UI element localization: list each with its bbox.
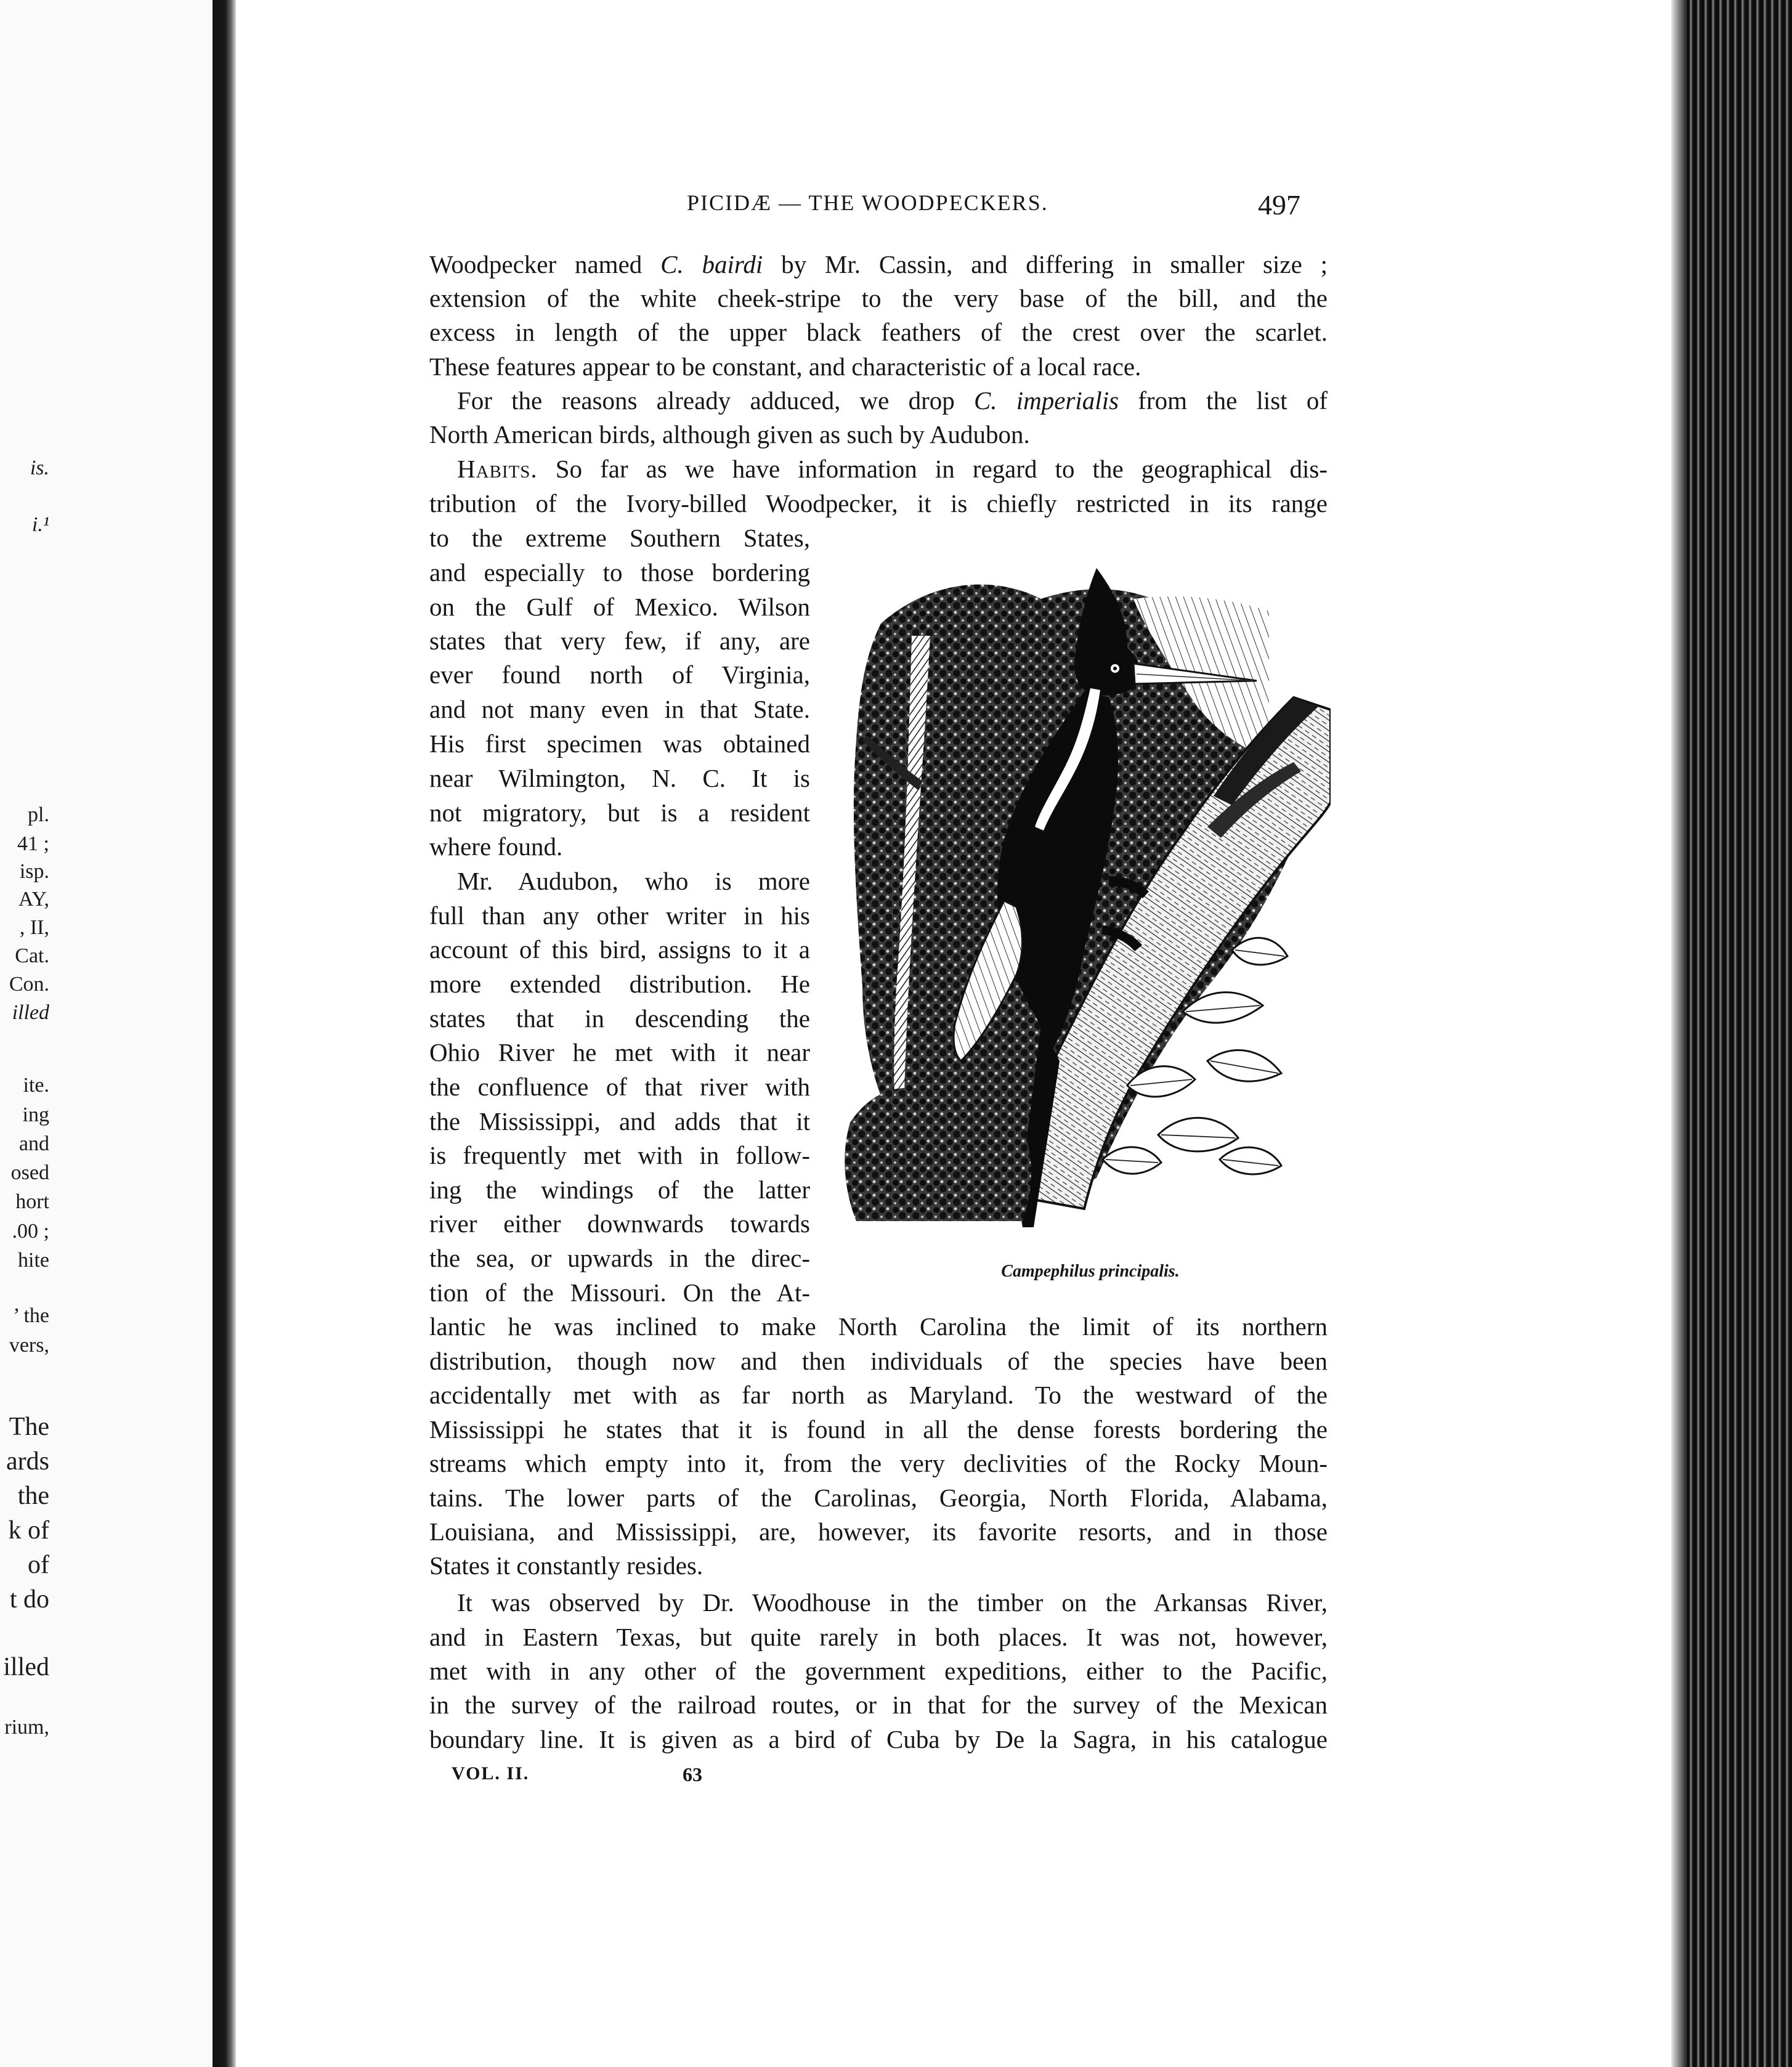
text-line: North American birds, although given as such by Audubon. <box>429 420 1030 449</box>
text-line: and not many even in that State. <box>429 695 810 723</box>
text-line: lantic he was inclined to make North Carolina the limit of its northern <box>429 1312 1328 1341</box>
text-line: full than any other writer in his <box>429 901 810 930</box>
left-page-fragment: and <box>18 1132 49 1155</box>
text-line: river either downwards towards <box>429 1209 810 1238</box>
text-line: It was observed by Dr. Woodhouse in the timber on the Arkansas River, <box>457 1588 1328 1617</box>
text-line: more extended distribution. He <box>429 970 810 998</box>
text-line: met with in any other of the government expeditions, either to the Pacific, <box>429 1657 1328 1685</box>
text-line: accidentally met with as far north as Maryland. To the westward of the <box>429 1381 1328 1409</box>
text-line: near Wilmington, N. C. It is <box>429 764 810 792</box>
species-name: C. bairdi <box>660 250 763 278</box>
text-line: in the survey of the railroad routes, or in that for the survey of the Mexican <box>429 1691 1328 1719</box>
left-page-fragment: rium, <box>4 1716 49 1739</box>
text-line: distribution, though now and then individuals of the species have been <box>429 1347 1328 1375</box>
left-page-fragment: ing <box>22 1103 49 1126</box>
text-line: the sea, or upwards in the direc- <box>429 1244 810 1272</box>
text-line: to the extreme Southern States, <box>429 524 810 552</box>
left-page-fragment: hite <box>18 1249 49 1272</box>
text-line: ing the windings of the latter <box>429 1176 810 1204</box>
left-page-fragment: ards <box>6 1447 49 1476</box>
text-line: the Mississippi, and adds that it <box>429 1107 810 1135</box>
text-line: account of this bird, assigns to it a <box>429 935 810 964</box>
text-line: These features appear to be constant, and characteristic of a local race. <box>429 352 1141 381</box>
left-page-fragment: vers, <box>9 1334 49 1357</box>
left-page-fragment: ’ the <box>13 1304 49 1327</box>
left-page-fragment: isp. <box>19 860 49 883</box>
text-line: Ohio River he met with it near <box>429 1038 810 1066</box>
text-line: the confluence of that river with <box>429 1073 810 1101</box>
left-page-fragment: , II, <box>19 916 49 939</box>
text-line: and especially to those bordering <box>429 558 810 587</box>
text-line: tribution of the Ivory-billed Woodpecker, it is chiefly restricted in its range <box>429 489 1328 518</box>
left-page-fragment: pl. <box>28 803 49 826</box>
left-page-fragment: .00 ; <box>12 1220 49 1243</box>
text-line: not migratory, but is a resident <box>429 798 810 827</box>
text-line: Habits. So far as we have information in regard to the geographical dis- <box>457 455 1328 483</box>
text-line: Mississippi he states that it is found in all the dense forests bordering the <box>429 1415 1328 1444</box>
head <box>1074 644 1140 695</box>
text-line: His first specimen was obtained <box>429 729 810 758</box>
left-page-fragment: ite. <box>23 1074 49 1097</box>
facing-page-edge <box>0 0 213 2067</box>
signature-mark: 63 <box>683 1763 702 1785</box>
text-line: boundary line. It is given as a bird of Cuba by De la Sagra, in his catalogue <box>429 1725 1328 1753</box>
left-page-fragment: osed <box>10 1161 49 1184</box>
book-gutter <box>213 0 236 2067</box>
text-line: ever found north of Virginia, <box>429 660 810 689</box>
page-stack-edge <box>1671 0 1792 2067</box>
left-page-fragment: 41 ; <box>17 832 49 855</box>
left-page-fragment: Con. <box>9 973 49 996</box>
left-page-fragment: i.¹ <box>31 513 49 536</box>
text-line: Woodpecker named C. bairdi by Mr. Cassin, and differing in smaller size ; <box>429 250 1328 278</box>
left-page-fragment: the <box>17 1482 49 1510</box>
text-line: streams which empty into it, from the very declivities of the Rocky Moun- <box>429 1449 1328 1477</box>
page-number: 497 <box>1258 189 1300 221</box>
left-page-fragment: illed <box>3 1653 49 1681</box>
left-page-fragment: k of <box>8 1516 49 1545</box>
foreground-bush <box>845 1088 1031 1221</box>
section-label: Habits. <box>457 455 538 483</box>
text-line: states that in descending the <box>429 1004 810 1033</box>
volume-label: VOL. II. <box>452 1763 530 1784</box>
left-page-fragment: Cat. <box>15 944 49 967</box>
text-line: tion of the Missouri. On the At- <box>429 1278 810 1307</box>
left-page-fragment: illed <box>12 1001 49 1024</box>
text-line: is frequently met with in follow- <box>429 1141 810 1169</box>
crest <box>1075 568 1127 657</box>
left-page-fragment: AY, <box>18 888 49 911</box>
text-line: states that very few, if any, are <box>429 627 810 655</box>
text-line: tains. The lower parts of the Carolinas, Georgia, North Florida, Alabama, <box>429 1484 1328 1512</box>
text-line: where found. <box>429 832 563 861</box>
species-name: C. imperialis <box>973 386 1119 415</box>
text-line: Louisiana, and Mississippi, are, however, its favorite resorts, and in those <box>429 1517 1328 1546</box>
running-head: PICIDÆ — THE WOODPECKERS. <box>687 190 1048 215</box>
text-line: States it constantly resides. <box>429 1551 703 1580</box>
text-line: Mr. Audubon, who is more <box>457 867 810 895</box>
left-page-fragment: The <box>9 1413 49 1441</box>
left-page-fragment: is. <box>30 457 49 479</box>
left-page-fragment: t do <box>9 1585 49 1614</box>
left-page-fragment: hort <box>15 1190 49 1213</box>
text-line: For the reasons already adduced, we drop C. imperialis from the list of <box>457 386 1328 415</box>
text-line: and in Eastern Texas, but quite rarely in both places. It was not, however, <box>429 1623 1328 1651</box>
ivory-billed-woodpecker-illustration <box>838 556 1331 1264</box>
text-line: excess in length of the upper black feathers of the crest over the scarlet. <box>429 318 1328 346</box>
figure-caption: Campephilus principalis. <box>1001 1262 1180 1281</box>
text-line: extension of the white cheek-stripe to the very base of the bill, and the <box>429 284 1328 312</box>
left-page-fragment: of <box>28 1551 49 1579</box>
text-line: on the Gulf of Mexico. Wilson <box>429 593 810 621</box>
